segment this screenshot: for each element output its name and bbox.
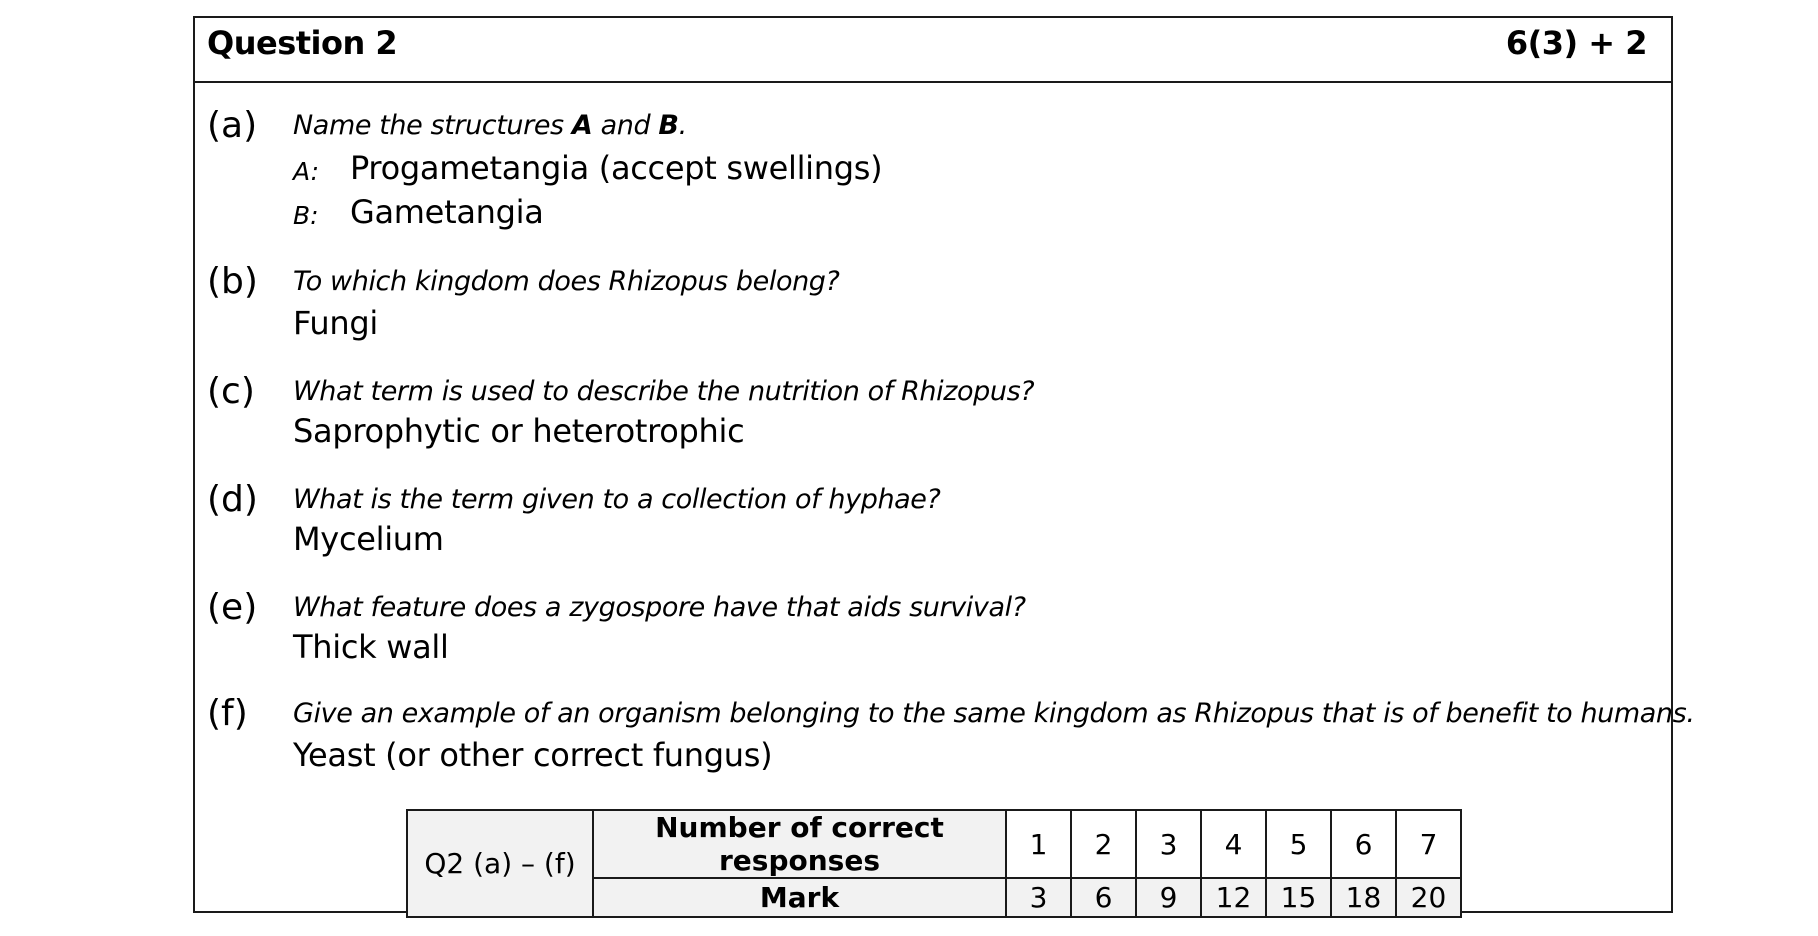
responses-cell: 4 bbox=[1201, 810, 1266, 878]
responses-cell: 6 bbox=[1331, 810, 1396, 878]
question-title: Question 2 bbox=[207, 24, 398, 62]
part-question: Give an example of an organism belonging to the same kingdom as Rhizopus that is of benefit to humans. bbox=[293, 698, 1695, 729]
part-label: (d) bbox=[207, 479, 258, 520]
question-range-label: Q2 (a) – (f) bbox=[407, 810, 593, 917]
marking-scheme-table bbox=[406, 809, 1462, 918]
part-answer: Fungi bbox=[293, 304, 378, 342]
part-answer: Saprophytic or heterotrophic bbox=[293, 412, 745, 450]
part-label: (a) bbox=[207, 105, 258, 146]
question-header bbox=[195, 18, 1671, 83]
mark-cell: 9 bbox=[1136, 878, 1201, 917]
answer-a-label: A: bbox=[293, 157, 319, 186]
responses-cell: 7 bbox=[1396, 810, 1461, 878]
question-marks: 6(3) + 2 bbox=[1505, 24, 1647, 62]
part-answer: Yeast (or other correct fungus) bbox=[293, 736, 773, 774]
responses-cell: 5 bbox=[1266, 810, 1331, 878]
mark-cell: 15 bbox=[1266, 878, 1331, 917]
part-question: What term is used to describe the nutrition of Rhizopus? bbox=[293, 376, 1035, 407]
question-text-pre: Name the structures bbox=[293, 110, 572, 141]
question-frame bbox=[193, 16, 1695, 914]
part-question bbox=[293, 110, 687, 141]
part-answer: Thick wall bbox=[293, 628, 449, 666]
structure-a-label: A bbox=[571, 110, 593, 141]
mark-cell: 20 bbox=[1396, 878, 1461, 917]
part-question: What feature does a zygospore have that aids survival? bbox=[293, 592, 1026, 623]
mark-cell: 18 bbox=[1331, 878, 1396, 917]
part-label: (f) bbox=[207, 693, 248, 734]
part-label: (c) bbox=[207, 371, 255, 412]
mark-cell: 3 bbox=[1006, 878, 1071, 917]
responses-cell: 1 bbox=[1006, 810, 1071, 878]
responses-header: Number of correct responses bbox=[593, 810, 1006, 878]
mark-cell: 12 bbox=[1201, 878, 1266, 917]
responses-row bbox=[407, 810, 1461, 878]
mark-header: Mark bbox=[593, 878, 1006, 917]
part-answer: Mycelium bbox=[293, 520, 444, 558]
structure-b-label: B bbox=[658, 110, 679, 141]
responses-cell: 2 bbox=[1071, 810, 1136, 878]
answer-b-label: B: bbox=[293, 201, 319, 230]
part-label: (b) bbox=[207, 261, 258, 302]
responses-cell: 3 bbox=[1136, 810, 1201, 878]
part-question: What is the term given to a collection of hyphae? bbox=[293, 484, 941, 515]
part-label: (e) bbox=[207, 587, 258, 628]
part-question: To which kingdom does Rhizopus belong? bbox=[293, 266, 840, 297]
question-text-post: . bbox=[678, 110, 687, 141]
question-text-mid: and bbox=[592, 110, 659, 141]
answer-b-text: Gametangia bbox=[350, 193, 544, 231]
mark-cell: 6 bbox=[1071, 878, 1136, 917]
answer-a-text: Progametangia (accept swellings) bbox=[350, 149, 883, 187]
